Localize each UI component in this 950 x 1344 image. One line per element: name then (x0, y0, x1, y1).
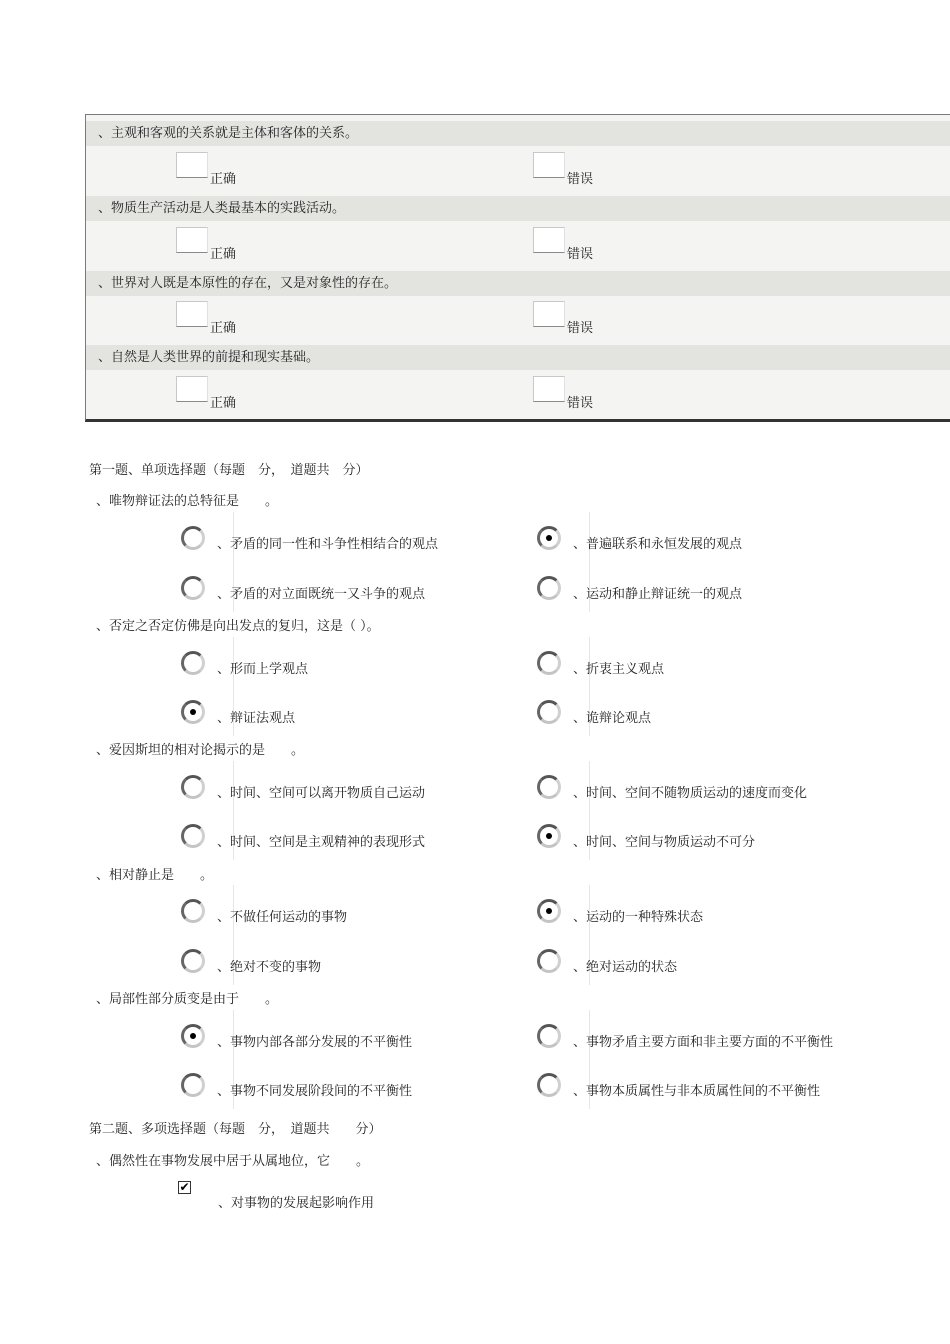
option-label: 、时间、空间与物质运动不可分 (573, 835, 756, 850)
option-label: 、矛盾的同一性和斗争性相结合的观点 (217, 537, 439, 552)
option-label: 、辩证法观点 (217, 711, 296, 726)
radio-button[interactable] (181, 1073, 205, 1097)
radio-button[interactable] (537, 651, 561, 675)
option-label: 、事物本质属性与非本质属性间的不平衡性 (573, 1084, 821, 1099)
radio-button[interactable] (537, 899, 561, 923)
tf-q2-false-checkbox[interactable] (533, 227, 565, 253)
tf-q2-true-checkbox[interactable] (176, 227, 208, 253)
sc-question-3: 、爱因斯坦的相对论揭示的是 。 (96, 743, 305, 758)
sc-question-4: 、相对静止是 。 (96, 868, 214, 883)
tf-q1-false-label: 错误 (567, 172, 594, 187)
tf-q3-true-label: 正确 (210, 321, 237, 336)
radio-button[interactable] (181, 775, 205, 799)
single-choice-title: 第一题、单项选择题（每题 分， 道题共 分） (89, 463, 369, 478)
tf-q3-false-checkbox[interactable] (533, 301, 565, 327)
sc-question-5: 、局部性部分质变是由于 。 (96, 992, 279, 1007)
sc-question-1: 、唯物辩证法的总特征是 。 (96, 494, 279, 509)
tf-q1-true-label: 正确 (210, 172, 237, 187)
tf-question-3: 、世界对人既是本原性的存在，又是对象性的存在。 (86, 271, 950, 296)
radio-button[interactable] (181, 576, 205, 600)
tf-q4-true-checkbox[interactable] (176, 376, 208, 402)
tf-q2-false-label: 错误 (567, 247, 594, 262)
radio-button[interactable] (537, 824, 561, 848)
option-label: 、运动和静止辩证统一的观点 (573, 587, 743, 602)
tf-q4-true-label: 正确 (210, 396, 237, 411)
tf-q4-false-checkbox[interactable] (533, 376, 565, 402)
option-label: 、诡辩论观点 (573, 711, 652, 726)
mc-q1-option-a-checkbox[interactable]: ✔ (179, 1180, 190, 1194)
multi-choice-title: 第二题、多项选择题（每题 分， 道题共 分） (89, 1122, 382, 1137)
radio-button[interactable] (181, 700, 205, 724)
radio-button[interactable] (181, 899, 205, 923)
tf-q1-false-checkbox[interactable] (533, 152, 565, 178)
mc-q1-option-a-label: 、对事物的发展起影响作用 (218, 1196, 375, 1211)
radio-button[interactable] (181, 526, 205, 550)
radio-button[interactable] (537, 1073, 561, 1097)
option-label: 、时间、空间不随物质运动的速度而变化 (573, 786, 808, 801)
option-label: 、事物不同发展阶段间的不平衡性 (217, 1084, 413, 1099)
radio-button[interactable] (537, 1024, 561, 1048)
tf-question-2: 、物质生产活动是人类最基本的实践活动。 (86, 196, 950, 221)
option-label: 、事物内部各部分发展的不平衡性 (217, 1035, 413, 1050)
option-label: 、时间、空间是主观精神的表现形式 (217, 835, 426, 850)
sc-question-2: 、否定之否定仿佛是向出发点的复归，这是（ ）。 (96, 619, 380, 634)
option-label: 、折衷主义观点 (573, 662, 665, 677)
tf-q2-true-label: 正确 (210, 247, 237, 262)
tf-question-4: 、自然是人类世界的前提和现实基础。 (86, 345, 950, 370)
tf-question-1: 、主观和客观的关系就是主体和客体的关系。 (86, 121, 950, 146)
radio-button[interactable] (537, 576, 561, 600)
option-label: 、普遍联系和永恒发展的观点 (573, 537, 743, 552)
option-label: 、时间、空间可以离开物质自己运动 (217, 786, 426, 801)
radio-button[interactable] (537, 949, 561, 973)
option-label: 、不做任何运动的事物 (217, 910, 348, 925)
option-label: 、事物矛盾主要方面和非主要方面的不平衡性 (573, 1035, 834, 1050)
option-label: 、绝对不变的事物 (217, 960, 322, 975)
mc-question-1: 、偶然性在事物发展中居于从属地位，它 。 (96, 1154, 370, 1169)
radio-button[interactable] (181, 949, 205, 973)
radio-button[interactable] (181, 651, 205, 675)
option-label: 、形而上学观点 (217, 662, 309, 677)
option-label: 、绝对运动的状态 (573, 960, 678, 975)
tf-q3-false-label: 错误 (567, 321, 594, 336)
tf-q4-false-label: 错误 (567, 396, 594, 411)
tf-q1-true-checkbox[interactable] (176, 152, 208, 178)
radio-button[interactable] (537, 775, 561, 799)
option-label: 、运动的一种特殊状态 (573, 910, 704, 925)
option-label: 、矛盾的对立面既统一又斗争的观点 (217, 587, 426, 602)
tf-q3-true-checkbox[interactable] (176, 301, 208, 327)
radio-button[interactable] (537, 700, 561, 724)
true-false-panel (85, 114, 950, 422)
radio-button[interactable] (181, 1024, 205, 1048)
radio-button[interactable] (537, 526, 561, 550)
radio-button[interactable] (181, 824, 205, 848)
